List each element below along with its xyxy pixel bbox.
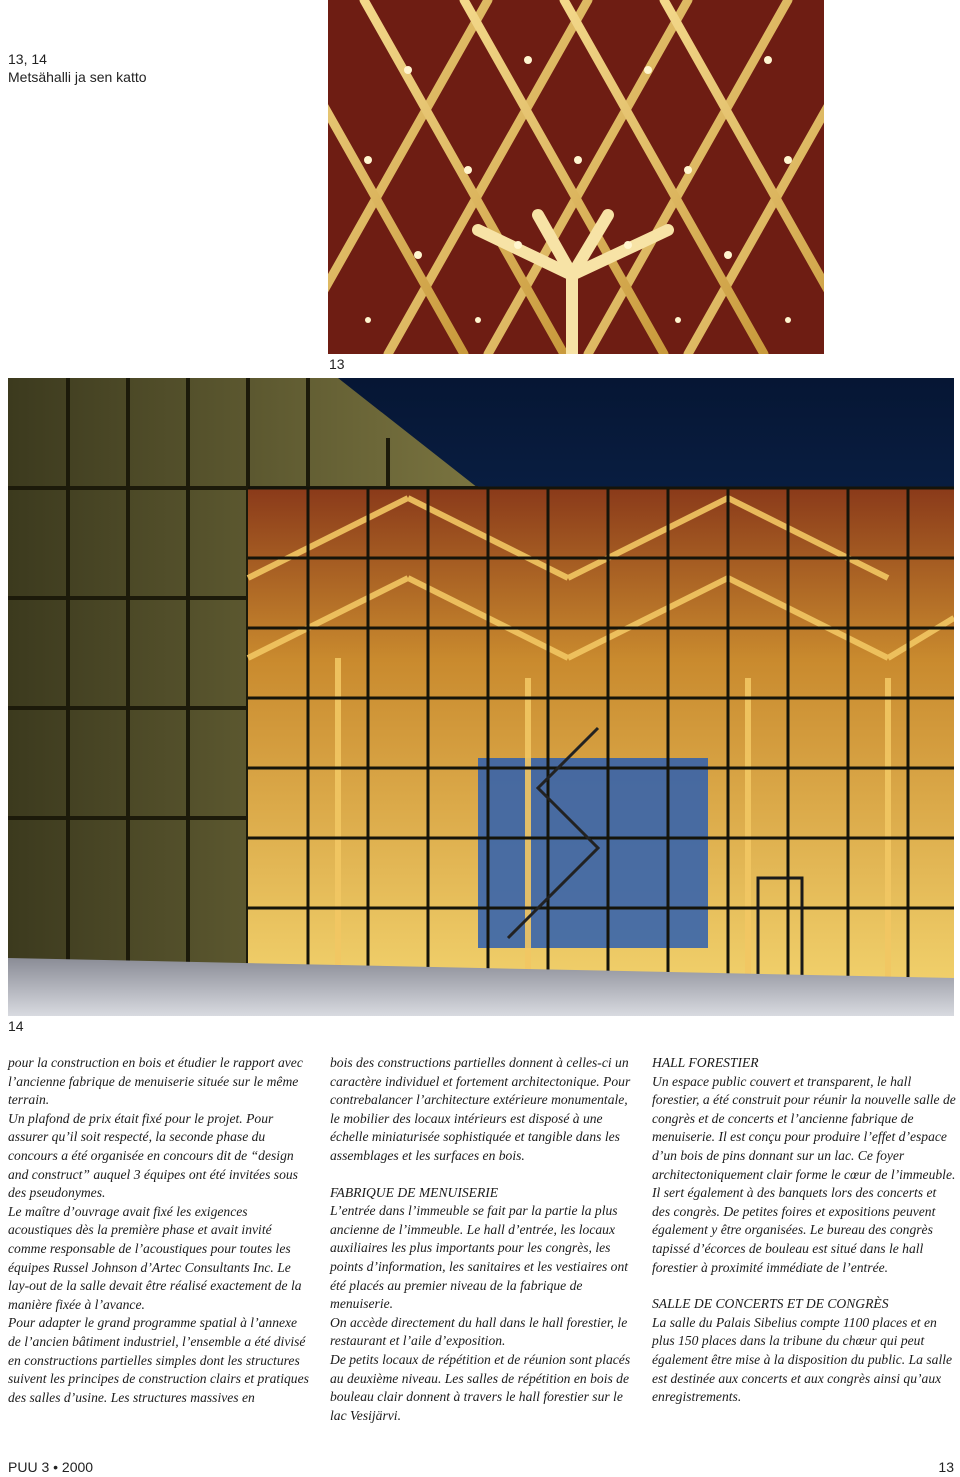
facade-illustration: [8, 378, 954, 1016]
paragraph: De petits locaux de répétition et de réunion sont placés au deuxième niveau. Les salles de répétition en bois de bouleau clair donnent à travers le hall forestier sur le lac Vesijärvi.: [330, 1351, 631, 1423]
page-number: 13: [938, 1459, 954, 1475]
section-heading-hall: HALL FORESTIER: [652, 1055, 759, 1070]
paragraph: bois des constructions partielles donnent à celles-ci un caractère individuel et fortement architectonique. Pour contrebalancer l’architecture extérieure monumentale, le mobilier des locaux intérieurs est disposé à une échelle miniaturisée sophistiquée et tangible dans les assemblages et les surfaces en bois.: [330, 1055, 631, 1163]
paragraph: On accède directement du hall dans le hall forestier, le restaurant et l’aile d’exposition.: [330, 1314, 628, 1349]
ceiling-illustration: [328, 0, 824, 354]
photo-ceiling: [328, 0, 824, 354]
text-column-1: [8, 1054, 312, 1407]
paragraph: pour la construction en bois et étudier le rapport avec l’ancienne fabrique de menuiserie située sur le même terrain.: [8, 1055, 303, 1108]
paragraph: Pour adapter le grand programme spatial à l’annexe de l’ancien bâtiment industriel, l’ensemble a été divisé en constructions partielles simples dont les structures suivent les principes de construction clairs et pratiques des salles d’usine. Les structures massives en: [8, 1315, 309, 1405]
figure-number-13: 13: [329, 356, 345, 372]
text-column-2: [330, 1054, 634, 1425]
photo-facade: [8, 378, 954, 1016]
paragraph: Un espace public couvert et transparent, le hall forestier, a été construit pour réunir la nouvelle salle de congrès et de concerts et l’ancienne fabrique de menuiserie. Il est conçu pour produire l’effet d’espace d’un bois de pins donnant sur un lac. Ce foyer architectoniquement clair forme le cœur de l’immeuble. Il sert également à des banquets lors des concerts et des congrès. De petites foires et expositions peuvent également y être organisées. Le bureau des congrès tapissé d’écorces de bouleau est situé dans le hall forestier à proximité immédiate de l’entrée.: [652, 1073, 956, 1275]
section-heading-fabrique: FABRIQUE DE MENUISERIE: [330, 1184, 499, 1200]
footer-publication: PUU 3 • 2000: [8, 1459, 94, 1475]
figure-number-14: 14: [8, 1018, 24, 1034]
text-column-3: [652, 1054, 956, 1407]
paragraph: L’entrée dans l’immeuble se fait par la partie la plus ancienne de l’immeuble. Le hall d’entrée, les locaux auxiliaires les plus importants pour les congrès, les points d’information, les sanitaires et les vestiaires ont été placés au premier niveau de la fabrique de menuiserie.: [330, 1203, 629, 1312]
paragraph: La salle du Palais Sibelius compte 1100 places et en plus 150 places dans la tribune du chœur qui peut également être mise à la disposition du public. La salle est destinée aux concerts et aux congrès ainsi qu’aux enregistrements.: [652, 1314, 953, 1405]
caption-numbers: 13, 14: [8, 51, 47, 67]
paragraph: Le maître d’ouvrage avait fixé les exigences acoustiques dès la première phase et avait invité comme responsable de l’acoustiques pour toutes les équipes Russel Johnson d’Artec Consultants Inc. Le lay-out de la salle devait être réalisé exactement de la manière fixée à l’avance.: [8, 1203, 302, 1312]
paragraph: Un plafond de prix était fixé pour le projet. Pour assurer qu’il soit respecté, la seconde phase du concours a été organisée en concours dit de “design and construct” auquel 3 équipes ont été invitées sous des pseudonymes.: [8, 1110, 298, 1201]
figure-caption: [8, 50, 147, 86]
caption-title: Metsähalli ja sen katto: [8, 69, 147, 85]
section-heading-salle: SALLE DE CONCERTS ET DE CONGRÈS: [652, 1296, 889, 1312]
